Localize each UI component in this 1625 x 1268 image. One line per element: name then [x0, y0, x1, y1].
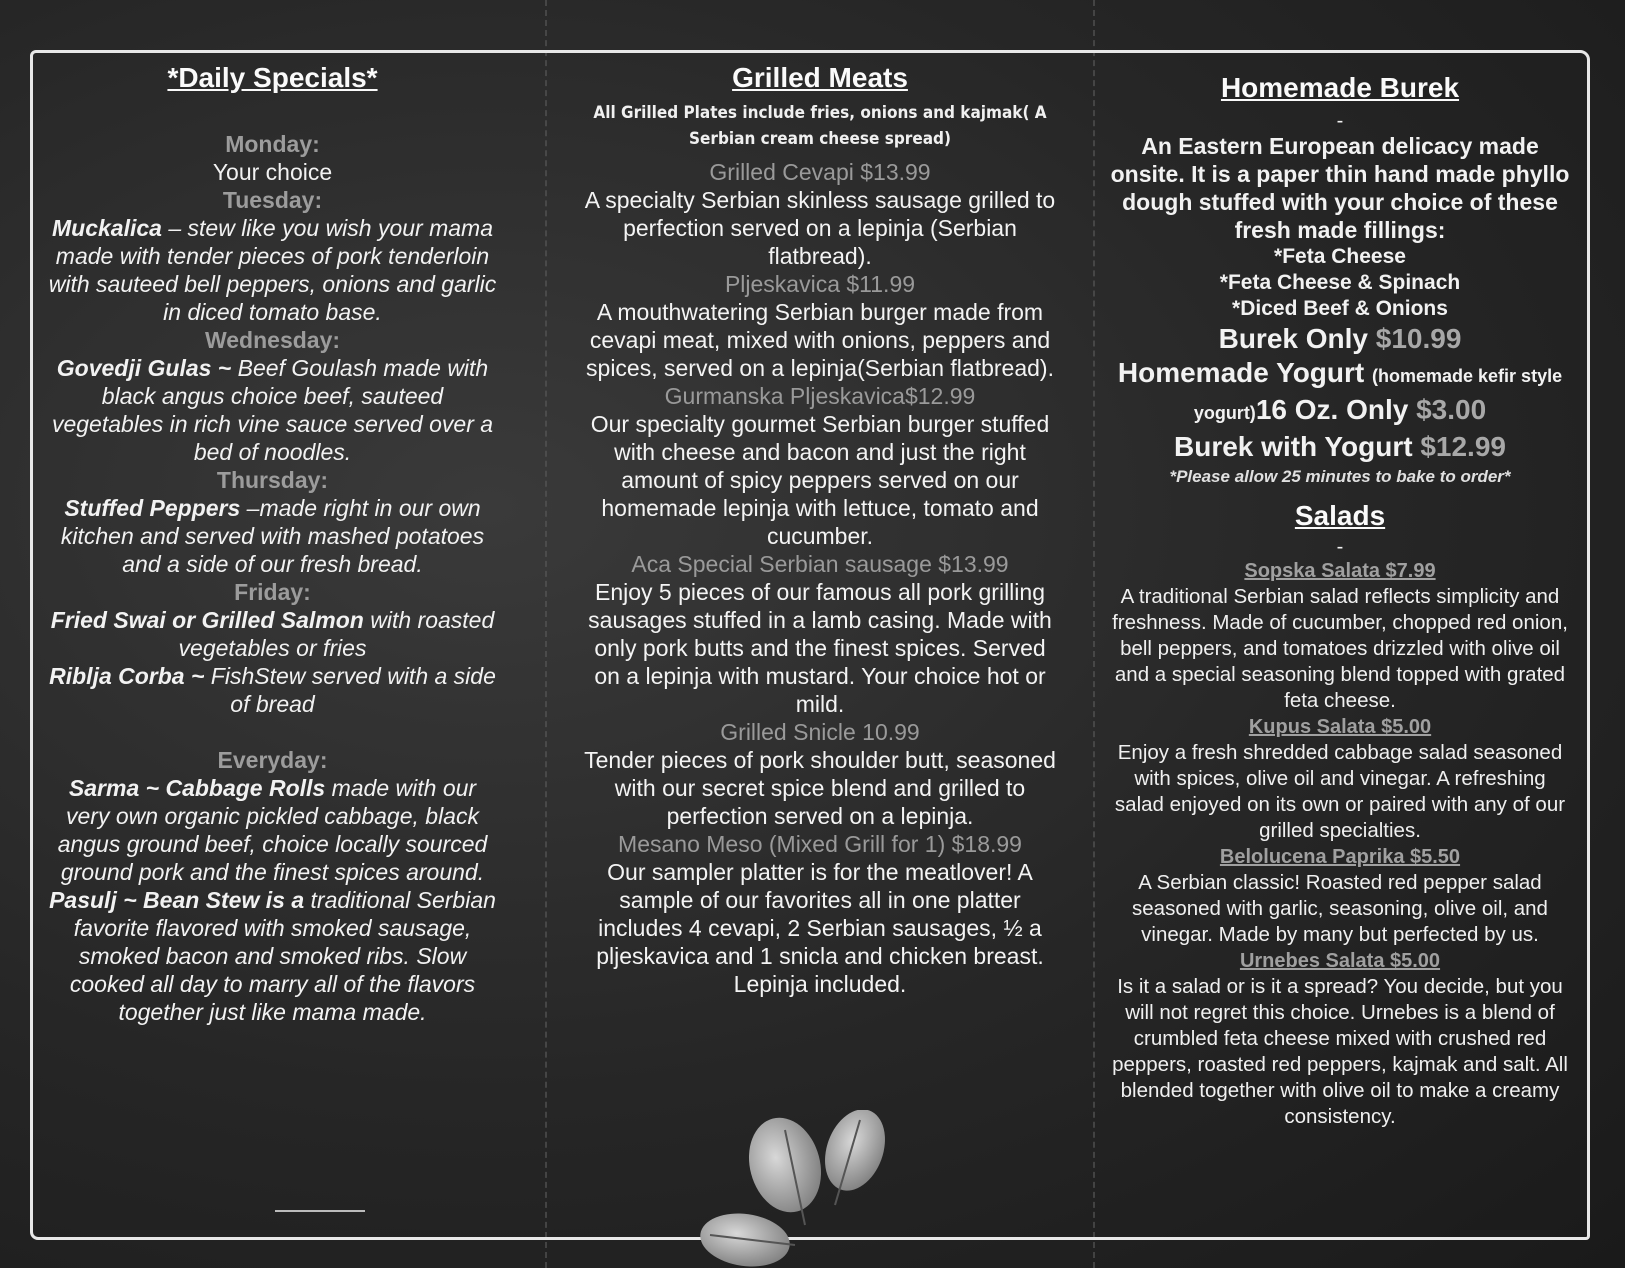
yogurt-size: 16 Oz. Only [1255, 394, 1417, 425]
grilled-item-desc: Enjoy 5 pieces of our famous all pork grilling sausages stuffed in a lamb casing. Made with only pork butts and the finest spices. Served on a lepinja with mustard. Your choice hot or mild. [588, 579, 1052, 717]
burek-only-line [1110, 322, 1570, 356]
burek-filling: *Feta Cheese & Spinach [1219, 271, 1461, 294]
yogurt-price: $3.00 [1416, 394, 1487, 425]
salad-desc: Is it a salad or is it a spread? You decide, but you will not regret this choice. Urnebes is a blend of crumbled feta cheese mixed with crushed red peppers, roasted red peppers, kajmak and salt. All blended together with olive oil to make a creamy consistency. [1112, 975, 1568, 1128]
friday-label: Friday: [234, 579, 311, 605]
burek-yogurt-price: $12.99 [1420, 431, 1506, 462]
burek-filling: *Feta Cheese [1274, 245, 1406, 268]
tuesday-dish-desc: – stew like you wish your mama made with tender pieces of pork tenderloin with sauteed bell peppers, onions and garlic in diced tomato base. [48, 215, 497, 325]
friday-dish-desc-1: with roasted vegetables or fries [178, 607, 495, 661]
grilled-item-name: Mesano Meso (Mixed Grill for 1) $18.99 [618, 831, 1022, 857]
grilled-item-name: Grilled Cevapi $13.99 [709, 159, 931, 185]
thursday-label: Thursday: [216, 467, 329, 493]
salad-desc: Enjoy a fresh shredded cabbage salad seasoned with spices, olive oil and vinegar. A refreshing salad enjoyed on its own or paired with any of our grilled specialties. [1114, 741, 1566, 842]
thursday-dish-desc: –made right in our own kitchen and served with mashed potatoes and a side of our fresh bread. [60, 495, 485, 577]
yogurt-label: Homemade Yogurt [1117, 357, 1373, 388]
salad-name: Kupus Salata $5.00 [1248, 716, 1432, 738]
daily-specials-panel [45, 62, 500, 1026]
everyday-dish-desc-2: traditional Serbian favorite flavored with smoked sausage, smoked bacon and smoked ribs. Slow cooked all day to marry all of the flavors together just like mama made. [69, 887, 496, 1025]
daily-specials-title: *Daily Specials* [167, 62, 378, 93]
everyday-dish-desc-1: made with our very own organic pickled cabbage, black angus ground beef, choice locally sourced ground pork and the finest spices around. [57, 775, 488, 885]
tuesday-dish-name: Muckalica [51, 215, 162, 241]
yogurt-note: (homemade kefir style yogurt) [1193, 366, 1563, 423]
burek-yogurt-line [1110, 430, 1570, 464]
grilled-item-desc: Our specialty gourmet Serbian burger stuffed with cheese and bacon and just the right amount of spicy peppers served on our homemade lepinja with lettuce, tomato and cucumber. [590, 411, 1050, 549]
burek-only-label: Burek Only [1218, 323, 1376, 354]
grilled-item-desc: Our sampler platter is for the meatlover! A sample of our favorites all in one platter includes 4 cevapi, 2 Serbian sausages, ½ a pljeskavica and 1 snicla and chicken breast. Lepinja included. [596, 859, 1044, 997]
salads-dash: - [1336, 536, 1344, 558]
grilled-item-name: Gurmanska Pljeskavica$12.99 [664, 383, 976, 409]
burek-only-price: $10.99 [1375, 323, 1462, 354]
everyday-special-1 [45, 774, 500, 886]
burek-dash: - [1336, 110, 1344, 132]
friday-dish-name-2: Riblja Corba ~ [49, 663, 205, 689]
salad-name: Belolucena Paprika $5.50 [1219, 846, 1461, 868]
burek-intro: An Eastern European delicacy made onsite. It is a paper thin hand made phyllo dough stuffed with your choice of these fresh made fillings: [1110, 133, 1570, 243]
everyday-special-2 [45, 886, 500, 1026]
grilled-item-desc: A specialty Serbian skinless sausage grilled to perfection served on a lepinja (Serbian flatbread). [584, 187, 1056, 269]
salad-desc: A traditional Serbian salad reflects simplicity and freshness. Made of cucumber, chopped red onion, bell peppers, and tomatoes drizzled with olive oil and a special seasoning blend topped with grated feta cheese. [1112, 585, 1568, 712]
monday-label: Monday: [225, 131, 320, 157]
burek-yogurt-label: Burek with Yogurt [1174, 431, 1421, 462]
grilled-meats-title: Grilled Meats [732, 62, 908, 93]
wednesday-dish-desc: Beef Goulash made with black angus choice beef, sauteed vegetables in rich vine sauce served over a bed of noodles. [51, 355, 494, 465]
everyday-dish-name-2: Pasulj ~ Bean Stew is a [49, 887, 305, 913]
grilled-item-desc: Tender pieces of pork shoulder butt, seasoned with our secret spice blend and grilled to perfection served on a lepinja. [584, 747, 1056, 829]
tuesday-special [45, 214, 500, 326]
burek-filling: *Diced Beef & Onions [1232, 297, 1448, 320]
grilled-item-name: Grilled Snicle 10.99 [720, 719, 920, 745]
yogurt-line [1110, 356, 1570, 430]
grilled-item-name: Aca Special Serbian sausage $13.99 [631, 551, 1009, 577]
burek-salads-panel [1110, 62, 1570, 1130]
everyday-label: Everyday: [217, 747, 328, 773]
wednesday-dish-name: Govedji Gulas ~ [56, 355, 232, 381]
thursday-special [45, 494, 500, 578]
grilled-item-desc: A mouthwatering Serbian burger made from cevapi meat, mixed with onions, peppers and spices, served on a lepinja(Serbian flatbread). [586, 299, 1054, 381]
friday-dish-desc-2: FishStew served with a side of bread [204, 663, 496, 717]
grilled-plates-note: All Grilled Plates include fries, onions and kajmak( A Serbian cream cheese spread) [593, 103, 1047, 149]
tuesday-label: Tuesday: [222, 187, 323, 213]
burek-title: Homemade Burek [1220, 72, 1460, 103]
friday-special-2 [45, 662, 500, 718]
wednesday-label: Wednesday: [204, 327, 341, 353]
wednesday-special [45, 354, 500, 466]
chalk-divider [275, 1210, 365, 1212]
spinach-leaves-illustration [700, 1110, 920, 1268]
grilled-item-name: Pljeskavica $11.99 [724, 271, 916, 297]
friday-dish-name-1: Fried Swai or Grilled Salmon [50, 607, 364, 633]
friday-special-1 [45, 606, 500, 662]
bake-time-note: *Please allow 25 minutes to bake to order* [1169, 467, 1511, 486]
salad-name: Sopska Salata $7.99 [1244, 560, 1436, 582]
thursday-dish-name: Stuffed Peppers [64, 495, 241, 521]
salads-title: Salads [1294, 500, 1386, 531]
grilled-meats-panel [580, 62, 1060, 998]
salad-desc: A Serbian classic! Roasted red pepper salad seasoned with garlic, seasoning, olive oil, and vinegar. Made by many but perfected by us. [1132, 871, 1548, 946]
everyday-dish-name-1: Sarma ~ Cabbage Rolls [68, 775, 326, 801]
salad-name: Urnebes Salata $5.00 [1239, 950, 1441, 972]
monday-text: Your choice [212, 159, 333, 185]
